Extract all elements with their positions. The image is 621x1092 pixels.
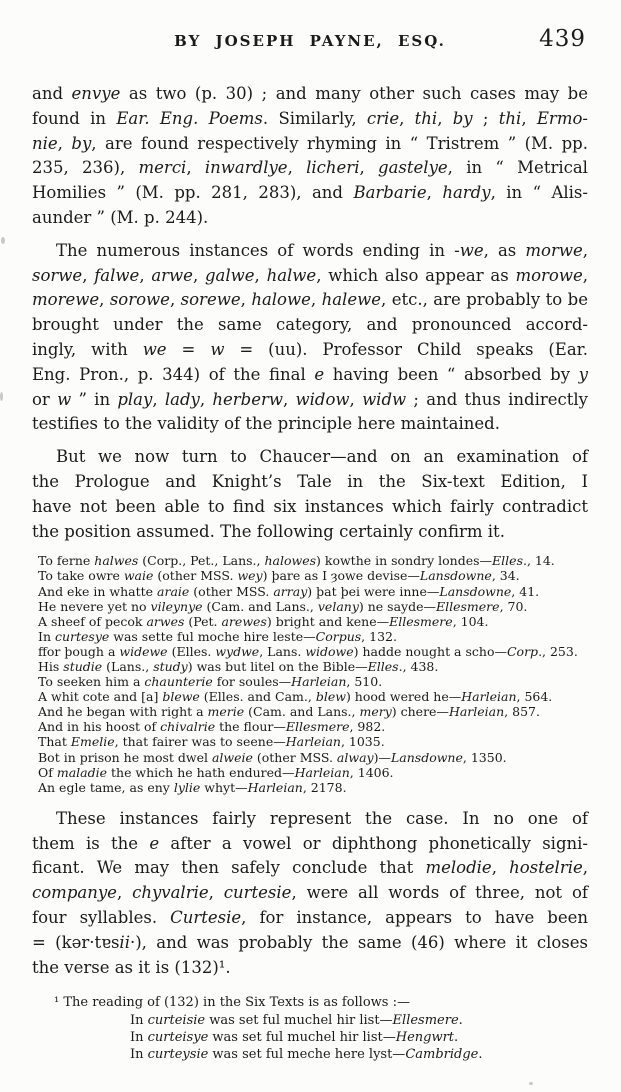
footnote-line: ¹ The reading of (132) in the Six Texts is as follows :— [54,995,410,1011]
quotation-line: In curtesye was sette ful moche hire leste—Corpus, 132. [38,628,397,644]
quotation-line: ffor þough a widewe (Elles. wydwe, Lans. widowe) hadde nought a scho—Corp., 253. [38,643,578,659]
text-line: 235, 236), merci, inwardlye, licheri, gastelye, in “ Metrical [32,158,588,178]
text-line: found in Ear. Eng. Poems. Similarly, crie, thi, by ; thi, Ermo- [32,108,588,128]
text-line: Eng. Pron., p. 344) of the final e having been “ absorbed by y [32,364,588,384]
paragraph [32,239,588,437]
quotation-line: A whit cote and [a] blewe (Elles. and Cam., blew) hood wered he—Harleian, 564. [38,689,553,705]
paragraph [32,807,588,981]
text-line: ingly, with we = w = (uu). Professor Child speaks (Ear. [32,339,588,359]
page-number: 439 [539,26,586,52]
text-line: Homilies ” (M. pp. 281, 283), and Barbarie, hardy, in “ Alis- [32,183,588,203]
text-line: brought under the same category, and pronounced accord- [32,315,588,335]
page-header [32,28,588,52]
text-line: = (kər·tɐsii·), and was probably the same (46) where it closes [32,932,588,952]
footnote-line: In curteisye was set ful muchel hir list—Hengwrt. [130,1029,459,1045]
text-line: But we now turn to Chaucer—and on an examination of [56,447,588,467]
text-line: four syllables. Curtesie, for instance, appears to have been [32,908,588,928]
quotation-line: To take owre waie (other MSS. wey) þare as I ȝowe devise—Lansdowne, 34. [38,568,520,584]
scan-artifact [529,1082,533,1085]
footnote-line: In curteysie was set ful meche here lyst—Cambridge. [130,1047,483,1063]
quotation-line: That Emelie, that fairer was to seene—Harleian, 1035. [38,734,385,750]
text-line: the position assumed. The following certainly confirm it. [32,521,505,541]
text-line: the Prologue and Knight’s Tale in the Six-text Edition, I [32,471,588,491]
text-line: the verse as it is (132)¹. [32,957,231,977]
quotation-line: To seeken him a chaunterie for soules—Harleian, 510. [38,674,383,690]
text-line: These instances fairly represent the case. In no one of [56,808,588,828]
text-line: nie, by, are found respectively rhyming in “ Tristrem ” (M. pp. [32,133,588,153]
quotation-line: A sheef of pecok arwes (Pet. arewes) bright and kene—Ellesmere, 104. [38,613,489,629]
footnote-line: In curteisie was set ful muchel hir list—Ellesmere. [130,1012,463,1028]
quotation-block [38,553,588,795]
text-line: and envye as two (p. 30) ; and many other such cases may be [32,84,588,103]
paragraph [32,445,588,544]
quotation-line: His studie (Lans., study) was but litel on the Bible—Elles., 438. [38,659,439,674]
text-line: or w ” in play, lady, herberw, widow, widw ; and thus indirectly [32,389,588,409]
page-body [32,82,588,980]
running-title: BY JOSEPH PAYNE, ESQ. [174,32,446,50]
quotation-line: He nevere yet no vileynye (Cam. and Lans., velany) ne sayde—Ellesmere, 70. [38,598,528,614]
quotation-line: An egle tame, as eny lylie whyt—Harleian, 2178. [38,779,347,795]
quotation-line: And in his hoost of chivalrie the flour—Ellesmere, 982. [38,719,386,735]
paragraph [32,82,588,231]
quotation-line: And he began with right a merie (Cam. and Lans., mery) chere—Harleian, 857. [38,704,540,720]
scan-artifact [0,392,3,401]
text-line: The numerous instances of words ending in -we, as morwe, [56,240,588,260]
text-line: testifies to the validity of the principle here maintained. [32,414,500,434]
quotation-line: And eke in whatte araie (other MSS. array) þat þei were inne—Lansdowne, 41. [38,583,540,599]
quotation-line: To ferne halwes (Corp., Pet., Lans., halowes) kowthe in sondry londes—Elles., 14. [38,553,555,569]
text-line: aunder ” (M. p. 244). [32,207,209,227]
text-line: sorwe, falwe, arwe, galwe, halwe, which also appear as morowe, [32,265,588,285]
quotation-line: Bot in prison he most dwel alweie (other MSS. alway)—Lansdowne, 1350. [38,749,507,765]
text-line: companye, chyvalrie, curtesie, were all words of three, not of [32,883,588,903]
text-line: ficant. We may then safely conclude that melodie, hostelrie, [32,858,589,878]
scan-artifact [1,237,5,244]
text-line: have not been able to find six instances which fairly contradict [32,496,588,516]
text-line: them is the e after a vowel or diphthong phonetically signi- [32,833,588,853]
text-line: morewe, sorowe, sorewe, halowe, halewe, etc., are probably to be [32,290,588,310]
quotation-line: Of maladie the which he hath endured—Harleian, 1406. [38,764,394,780]
footnote [32,994,588,1063]
